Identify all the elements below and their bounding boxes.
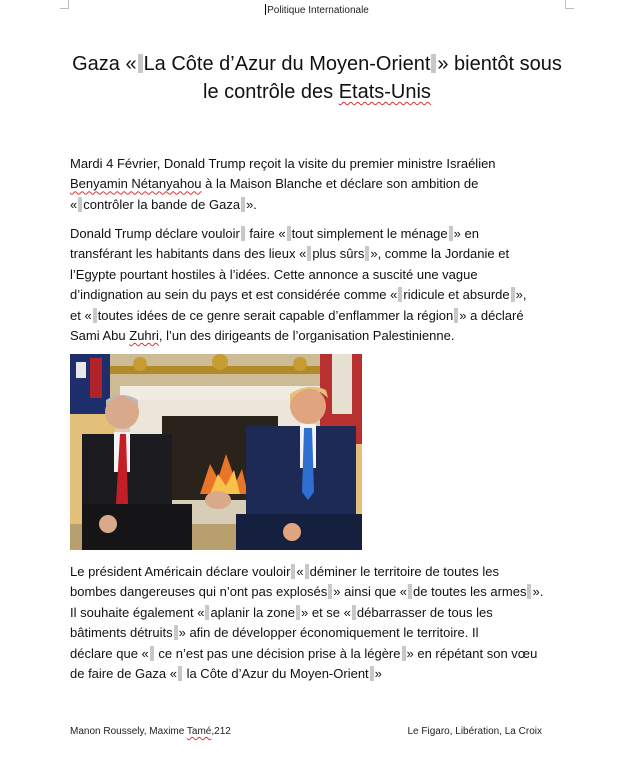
formatting-mark [402, 646, 406, 661]
header-text: Politique Internationale [267, 5, 369, 16]
footer-authors[interactable]: Manon Roussely, Maxime Tamé,212 [70, 726, 231, 737]
formatting-mark [454, 308, 458, 323]
formatting-mark [305, 564, 309, 579]
formatting-mark [291, 564, 295, 579]
formatting-mark [328, 584, 332, 599]
photo-illustration [70, 354, 362, 550]
spellcheck-flagged-word[interactable]: Tamé [186, 726, 212, 737]
formatting-mark [307, 246, 311, 261]
formatting-mark [365, 246, 369, 261]
formatting-mark [296, 605, 300, 620]
spellcheck-flagged-word[interactable]: Zuhri [129, 328, 159, 344]
formatting-mark [138, 54, 143, 73]
formatting-mark [527, 584, 531, 599]
paragraph-3[interactable]: Le président Américain déclare vouloir « déminer le territoire de toutes les bombes dangereuses qui n’ont pas explosés » ainsi que « de toutes les armes ». Il souhaite également « aplanir la zone » et se « débarrasser de tous les bâtiments détruits » afin de développer économiquement le territoire. Il déclare que « ce n’est pas une décision prise à la légère » en répétant son vœu de faire de Gaza « la Côte d’Azur du Moyen-Orient » [70, 564, 544, 682]
formatting-mark [408, 584, 412, 599]
formatting-mark [287, 226, 291, 241]
formatting-mark [398, 287, 402, 302]
formatting-mark [241, 226, 245, 241]
title-line-1: Gaza « La Côte d’Azur du Moyen-Orient » bientôt sous [72, 53, 562, 75]
formatting-mark [174, 625, 178, 640]
page-header[interactable] [0, 4, 634, 16]
text-cursor [265, 4, 266, 15]
formatting-mark [78, 197, 82, 212]
formatting-mark [449, 226, 453, 241]
paragraph-1[interactable]: Mardi 4 Février, Donald Trump reçoit la visite du premier ministre Israélien Benyamin Nétanyahou à la Maison Blanche et déclare son ambition de « contrôler la bande de Gaza ». [70, 156, 496, 212]
formatting-mark [178, 666, 182, 681]
formatting-mark [205, 605, 209, 620]
formatting-mark [370, 666, 374, 681]
formatting-mark [431, 54, 436, 73]
formatting-mark [150, 646, 154, 661]
footer-sources[interactable]: Le Figaro, Libération, La Croix [407, 726, 542, 737]
formatting-mark [352, 605, 356, 620]
document-title[interactable] [40, 50, 594, 106]
formatting-mark [93, 308, 97, 323]
inline-photo[interactable] [70, 354, 362, 550]
paragraph-2[interactable]: Donald Trump déclare vouloir faire « tout simplement le ménage » en transférant les habitants dans des lieux « plus sûrs », comme la Jordanie et l’Egypte pourtant hostiles à l’idées. Cette annonce a suscité une vague d’indignation au sein du pays et est considérée comme « ridicule et absurde », et « toutes idées de ce genre serait capable d’enflammer la région » a déclaré Sami Abu Zuhri, l’un des dirigeants de l’organisation Palestinienne. [70, 226, 527, 344]
formatting-mark [241, 197, 245, 212]
spellcheck-flagged-word[interactable]: Etats-Unis [338, 81, 431, 103]
title-line-2: le contrôle des Etats-Unis [203, 81, 431, 103]
formatting-mark [511, 287, 515, 302]
spellcheck-flagged-word[interactable]: Benyamin Nétanyahou [70, 176, 202, 192]
